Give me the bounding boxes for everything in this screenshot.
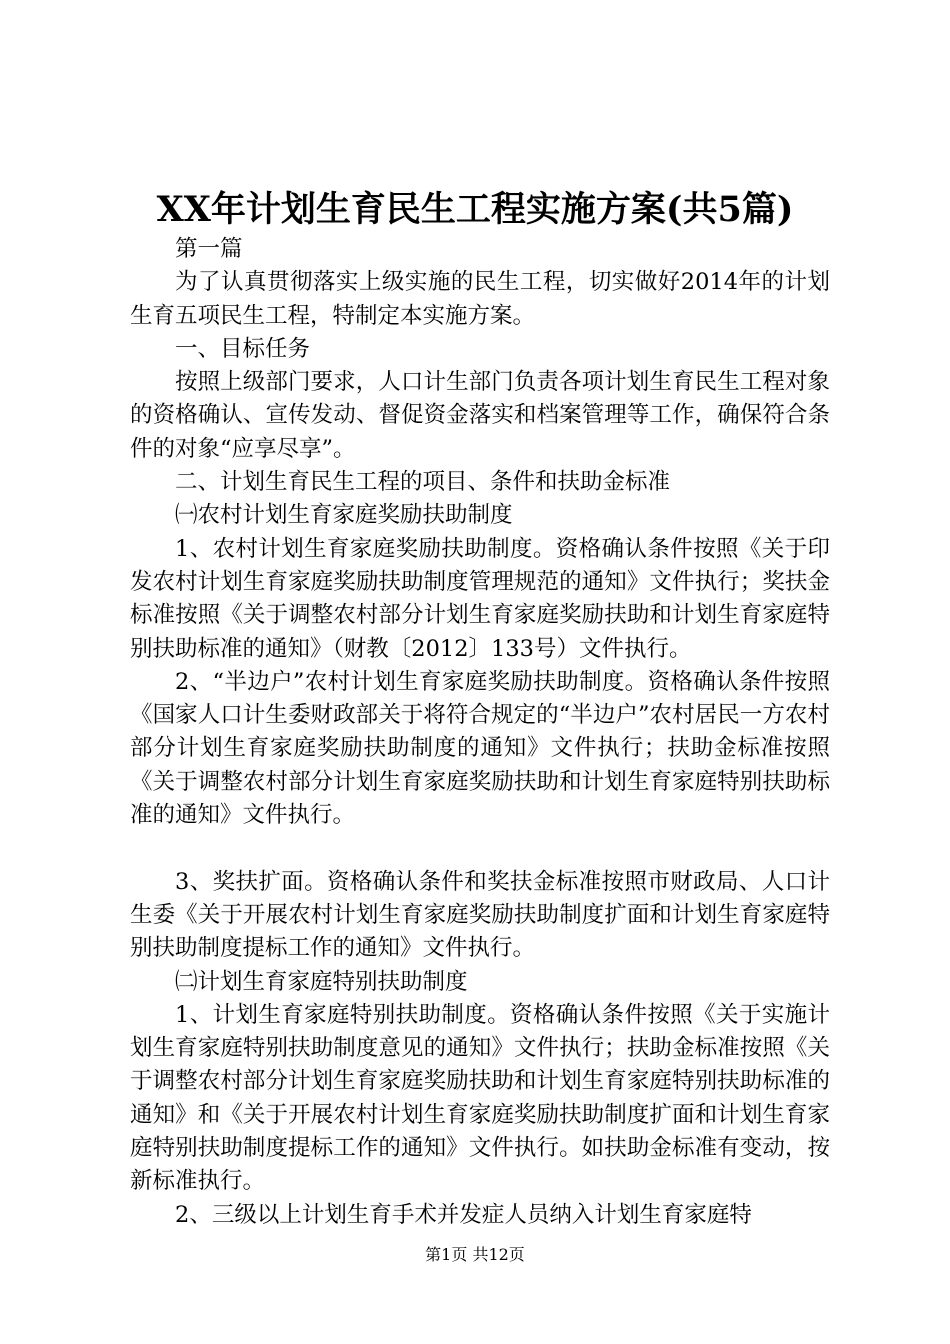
paragraph-rural-reward-3: 3、奖扶扩面。资格确认条件和奖扶金标准按照市财政局、人口计生委《关于开展农村计划生育家庭奖励扶助制度扩面和计划生育家庭特别扶助制度提标工作的通知》文件执行。 [130,868,830,962]
paragraph-rural-reward-2: 2、“半边户”农村计划生育家庭奖励扶助制度。资格确认条件按照《国家人口计生委财政部关于将符合规定的“半边户”农村居民一方农村部分计划生育家庭奖励扶助制度的通知》文件执行；扶助金标准按照《关于调整农村部分计划生育家庭奖励扶助和计划生育家庭特别扶助标准的通知》文件执行。 [130,668,830,829]
heading-projects: 二、计划生育民生工程的项目、条件和扶助金标准 [175,469,671,496]
subheading-special-support: ㈡计划生育家庭特别扶助制度 [175,968,468,995]
paragraph-goal-task: 按照上级部门要求，人口计生部门负责各项计划生育民生工程对象的资格确认、宣传发动、督促资金落实和档案管理等工作，确保符合条件的对象“应享尽享”。 [130,369,830,462]
paragraph-special-support-1: 1、计划生育家庭特别扶助制度。资格确认条件按照《关于实施计划生育家庭特别扶助制度意见的通知》文件执行；扶助金标准按照《关于调整农村部分计划生育家庭奖励扶助和计划生育家庭特别扶助标准的通知》和《关于开展农村计划生育家庭奖励扶助制度扩面和计划生育家庭特别扶助制度提标工作的通知》文件执行。如扶助金标准有变动，按新标准执行。 [130,1001,830,1195]
heading-goal-task: 一、目标任务 [175,335,311,362]
paragraph-rural-reward-1: 1、农村计划生育家庭奖励扶助制度。资格确认条件按照《关于印发农村计划生育家庭奖励扶助制度管理规范的通知》文件执行；奖扶金标准按照《关于调整农村部分计划生育家庭奖励扶助和计划生育家庭特别扶助标准的通知》（财教〔2012〕133号）文件执行。 [130,535,830,662]
paragraph-special-support-2: 2、三级以上计划生育手术并发症人员纳入计划生育家庭特 [175,1201,752,1228]
subheading-rural-reward: ㈠农村计划生育家庭奖励扶助制度 [175,502,513,529]
page-footer: 第1页 共12页 [425,1245,525,1264]
paragraph-intro: 为了认真贯彻落实上级实施的民生工程，切实做好2014年的计划生育五项民生工程，特制定本实施方案。 [130,269,830,329]
paragraph-section-label: 第一篇 [175,236,243,262]
document-body [130,233,830,1232]
document-title: XX年计划生育民生工程实施方案(共5篇) [156,189,794,230]
